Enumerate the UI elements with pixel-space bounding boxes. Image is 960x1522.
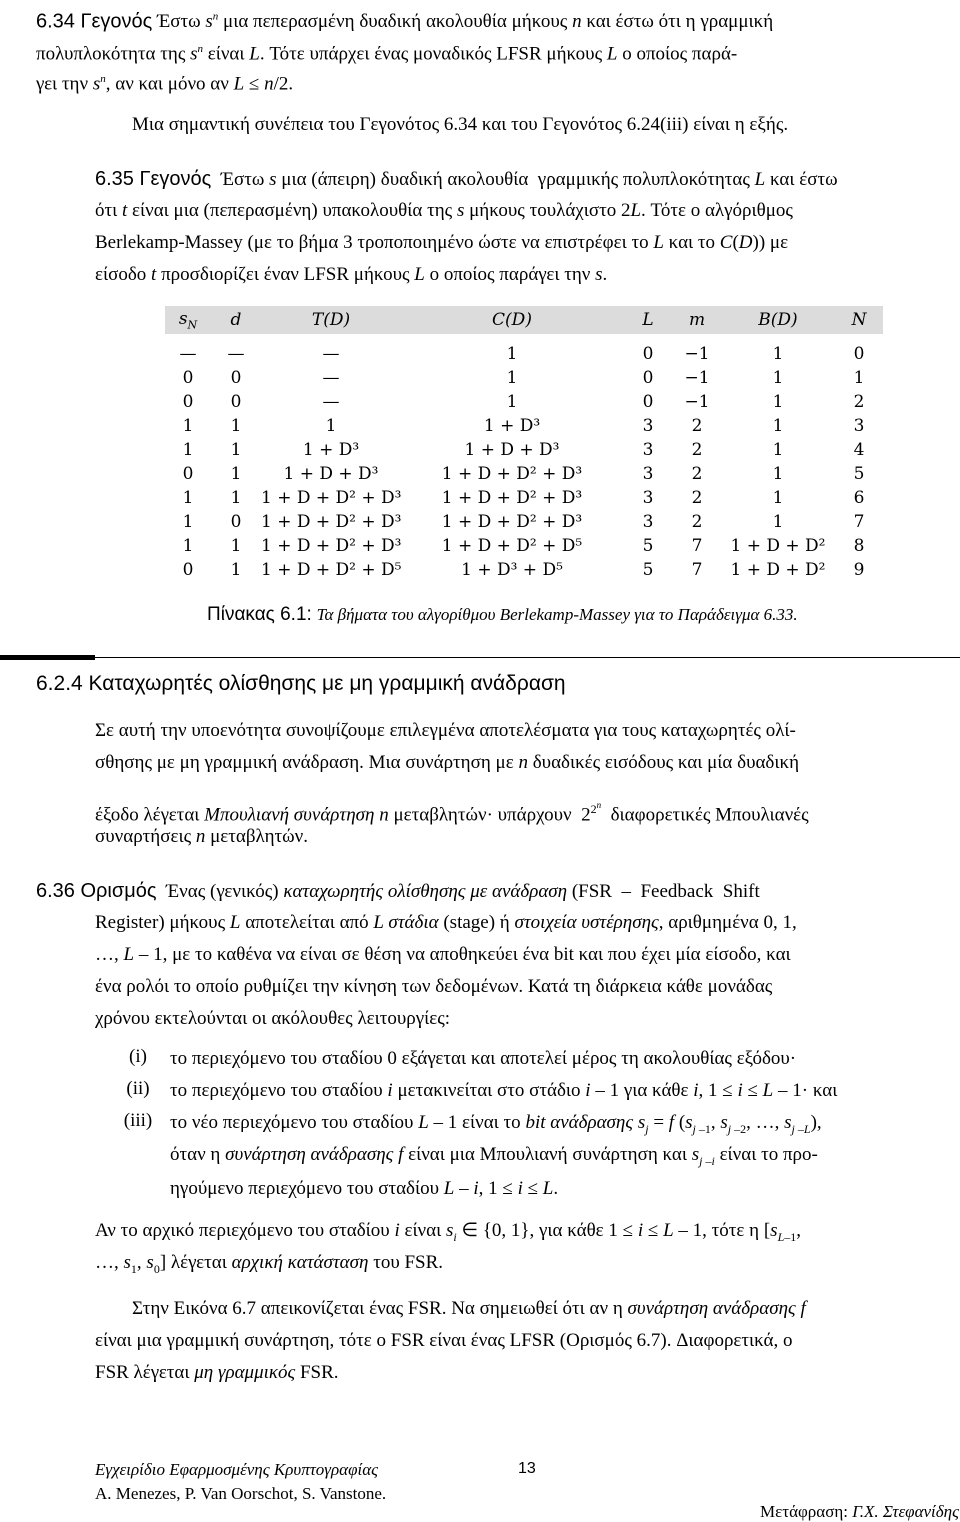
operation-num-1: (i) [129, 1046, 147, 1067]
header-d: d [230, 310, 242, 330]
table-header-row [165, 306, 883, 334]
figure-note-line2: είναι μια γραμμική συνάρτηση, τότε ο FSR είναι ένας LFSR (Ορισμός 6.7). Διαφορετικά, ο [95, 1330, 793, 1351]
table-cell: 7 [691, 536, 703, 556]
fact-634-line2: πολυπλοκότητα της $s^n$ είναι L. Τότε υπάρχει ένας μοναδικός LFSR μήκους L ο οποίος παρά- [36, 43, 738, 65]
fact-635-line2: ότι t είναι μια (πεπερασμένη) υπακολουθία της s μήκους τουλάχιστο 2L. Τότε ο αλγόριθμος [95, 200, 793, 221]
table-cell: 1 [772, 368, 784, 388]
header-sn: $s_N$ [178, 308, 198, 332]
intro-line4: συναρτήσεις n μεταβλητών. [95, 826, 308, 847]
table-row [165, 334, 883, 366]
def-636-line1 [36, 878, 960, 905]
table-row [165, 366, 883, 390]
table-cell: 1 + D³ [302, 440, 360, 460]
table-cell: 2 [691, 440, 703, 460]
def-636-line5: χρόνου εκτελούνται οι ακόλουθες λειτουργίες: [95, 1008, 451, 1029]
table-cell: −1 [684, 368, 710, 388]
fact-635-line4: είσοδο t προσδιορίζει έναν LFSR μήκους L ο οποίος παράγει την s. [95, 264, 608, 285]
table-cell: 0 [230, 512, 242, 532]
table-cell: 1 + D + D² + D³ [441, 464, 583, 484]
footer-translation-label: Μετάφραση: [760, 1502, 848, 1521]
table-cell: 9 [853, 560, 865, 580]
table-cell: 0 [642, 344, 654, 364]
fact-634-line3: γει την $s^n$, αν και μόνο αν L ≤ n/2. [36, 73, 294, 95]
table-cell: 1 [230, 560, 242, 580]
table-cell: 0 [642, 392, 654, 412]
operation-text-1: το περιεχόμενο του σταδίου 0 εξάγεται και αποτελεί μέρος τη ακολουθίας εξόδου· [170, 1048, 797, 1069]
table-cell: 1 + D + D² [730, 536, 826, 556]
table-cell: 0 [853, 344, 865, 364]
table-cell: 0 [230, 368, 242, 388]
table-cell: 2 [853, 392, 865, 412]
table-cell: 1 + D + D² + D³ [261, 512, 402, 532]
table-cell: 3 [642, 464, 654, 484]
table-row [165, 438, 883, 462]
table-cell: 2 [691, 464, 703, 484]
table-row [165, 534, 883, 558]
table-cell: 1 + D + D² [730, 560, 826, 580]
table-cell: 3 [642, 440, 654, 460]
operation-text-3-cont1: όταν η συνάρτηση ανάδρασης f είναι μια Μπουλιανή συνάρτηση και $s_{j -i}$ είναι το προ- [170, 1144, 818, 1168]
table-cell: — [322, 344, 340, 364]
table-cell: 1 + D³ + D⁵ [461, 560, 563, 580]
section-rule [0, 657, 960, 658]
table-cell: 1 [772, 488, 784, 508]
operation-text-3: το νέο περιεχόμενο του σταδίου L – 1 είναι το bit ανάδρασης $s_j = f$ ($s_{j -1}$, $s_{j -2}$, …, $s_{j -L}$), [170, 1112, 822, 1136]
table-cell: 1 [230, 464, 242, 484]
intro-line3: έξοδο λέγεται Μπουλιανή συνάρτηση n μεταβλητών· υπάρχουν $2^{2^n}$ διαφορετικές Μπουλιανές [95, 800, 809, 826]
table-cell: 0 [182, 368, 194, 388]
table-cell: 1 + D + D² + D³ [441, 488, 583, 508]
table-cell: 1 + D + D² + D³ [261, 488, 402, 508]
header-td: T(D) [311, 310, 351, 330]
def-636-text-1: Ένας (γενικός) καταχωρητής ολίσθησης με ανάδραση (FSR – Feedback Shift [161, 881, 760, 902]
table-caption [207, 604, 798, 626]
footer-authors: A. Menezes, P. Van Oorschot, S. Vanstone. [95, 1484, 387, 1503]
def-636-line4: ένα ρολόι το οποίο ρυθμίζει την κίνηση των δεδομένων. Κατά τη διάρκεια κάθε μονάδας [95, 976, 773, 997]
table-cell: 1 + D + D³ [464, 440, 560, 460]
table-cell: 5 [642, 536, 654, 556]
table-cell: 1 [230, 488, 242, 508]
section-heading: 6.2.4 Καταχωρητές ολίσθησης με μη γραμμική ανάδραση [36, 672, 566, 695]
table-row [165, 414, 883, 438]
table-cell: −1 [684, 392, 710, 412]
table-cell: 0 [642, 368, 654, 388]
table-cell: −1 [684, 344, 710, 364]
fact-635-label: 6.35 Γεγονός [95, 168, 212, 190]
table-cell: 1 + D + D² + D⁵ [261, 560, 402, 580]
table-cell: 0 [182, 464, 194, 484]
intro-line1: Σε αυτή την υποενότητα συνοψίζουμε επιλεγμένα αποτελέσματα για τους καταχωρητές ολί- [95, 720, 796, 741]
initial-state-line1: Αν το αρχικό περιεχόμενο του σταδίου i είναι $s_i$ ∈ {0, 1}, για κάθε 1 ≤ i ≤ L – 1, τότε η [$s_{L-1}$, [95, 1220, 801, 1244]
table-cell: 2 [691, 416, 703, 436]
table-cell: 1 + D + D³ [283, 464, 379, 484]
header-n: N [851, 310, 867, 330]
table-cell: 7 [853, 512, 865, 532]
header-cd: C(D) [492, 310, 532, 330]
table-cell: 2 [691, 488, 703, 508]
table-cell: 1 [506, 368, 518, 388]
table-cell: 1 [182, 512, 194, 532]
footer-page-number: 13 [518, 1460, 536, 1477]
table-cell: 1 [853, 368, 865, 388]
table-row [165, 462, 883, 486]
caption-label: Πίνακας 6.1: [207, 604, 312, 625]
table-cell: 3 [642, 512, 654, 532]
table-cell: 1 [506, 344, 518, 364]
table-cell: 1 + D + D² + D³ [261, 536, 402, 556]
consequence-text: Μια σημαντική συνέπεια του Γεγονότος 6.34 και του Γεγονότος 6.24(iii) είναι η εξής. [132, 114, 789, 135]
footer-translator: Γ.Χ. Στεφανίδης [852, 1502, 959, 1521]
table-cell: 1 [230, 440, 242, 460]
table-cell: 0 [182, 560, 194, 580]
table-row [165, 390, 883, 414]
operation-text-3-cont2: ηγούμενο περιεχόμενο του σταδίου L – i, 1 ≤ i ≤ L. [170, 1178, 559, 1199]
table-row [165, 510, 883, 534]
table-cell: 1 [772, 344, 784, 364]
table-cell: 5 [853, 464, 865, 484]
header-bd: B(D) [758, 310, 798, 330]
fact-634-label: 6.34 Γεγονός [36, 10, 153, 33]
table-cell: — [322, 368, 340, 388]
header-m: m [688, 310, 706, 330]
table-cell: 1 [230, 416, 242, 436]
table-cell: 1 [772, 464, 784, 484]
table-cell: 8 [853, 536, 865, 556]
table-cell: 1 [230, 536, 242, 556]
table-cell: 0 [182, 392, 194, 412]
figure-note-line1: Στην Εικόνα 6.7 απεικονίζεται ένας FSR. Να σημειωθεί ότι αν η συνάρτηση ανάδρασης f [132, 1298, 806, 1319]
fact-635-line1 [95, 166, 960, 193]
header-l: L [642, 310, 654, 330]
fact-634-line1 [36, 4, 960, 35]
operation-num-2: (ii) [126, 1078, 150, 1099]
caption-text: Τα βήματα του αλγορίθμου Berlekamp-Massey για το Παράδειγμα 6.33. [316, 605, 798, 624]
table-cell: 1 [772, 512, 784, 532]
table-cell: 1 [772, 440, 784, 460]
table-cell: 1 + D + D² + D³ [441, 512, 583, 532]
table-cell: 3 [642, 488, 654, 508]
fact-635-text-1: Έστω s μια (άπειρη) δυαδική ακολουθία γραμμικής πολυπλοκότητας L και έστω [216, 169, 838, 190]
figure-note-line3: FSR λέγεται μη γραμμικός FSR. [95, 1362, 339, 1383]
table-cell: 3 [853, 416, 865, 436]
table-cell: 1 [506, 392, 518, 412]
table-cell: 3 [642, 416, 654, 436]
berlekamp-massey-table [165, 306, 883, 582]
table-cell: 7 [691, 560, 703, 580]
table-cell: 1 [325, 416, 337, 436]
table-cell: 0 [230, 392, 242, 412]
footer-translation [760, 1502, 959, 1522]
fact-635-line3: Berlekamp-Massey (με το βήμα 3 τροποποιημένο ώστε να επιστρέφει το L και το C(D)) με [95, 232, 789, 253]
def-636-line3: …, L – 1, με το καθένα να είναι σε θέση να αποθηκεύει ένα bit και που έχει μία είσοδο, και [95, 944, 791, 965]
table-cell: 1 [772, 392, 784, 412]
initial-state-line2: …, $s_1$, $s_0$] λέγεται αρχική κατάσταση του FSR. [95, 1252, 444, 1276]
table-cell: 1 [182, 416, 194, 436]
table-cell: 5 [642, 560, 654, 580]
table-cell: — [322, 392, 340, 412]
table-cell: — [179, 344, 197, 364]
table-row [165, 486, 883, 510]
def-636-label: 6.36 Ορισμός [36, 880, 157, 902]
table-cell: 2 [691, 512, 703, 532]
table-cell: 1 [182, 440, 194, 460]
table-cell: 6 [853, 488, 865, 508]
table-row [165, 558, 883, 582]
table-cell: 1 + D + D² + D⁵ [441, 536, 583, 556]
footer-book: Εγχειρίδιο Εφαρμοσμένης Κρυπτογραφίας [95, 1460, 379, 1479]
operation-num-3: (iii) [123, 1110, 153, 1131]
table-cell: 1 [182, 488, 194, 508]
intro-line2: σθησης με μη γραμμική ανάδραση. Μια συνάρτηση με n δυαδικές εισόδους και μία δυαδική [95, 752, 800, 773]
def-636-line2: Register) μήκους L αποτελείται από L στάδια (stage) ή στοιχεία υστέρησης, αριθμημένα 0, 1, [95, 912, 797, 933]
table-cell: 1 + D³ [483, 416, 541, 436]
table-cell: 1 [772, 416, 784, 436]
operation-text-2: το περιεχόμενο του σταδίου i μετακινείται στο στάδιο i – 1 για κάθε i, 1 ≤ i ≤ L – 1· και [170, 1080, 838, 1101]
fact-634-text-1: Έστω $s^n$ μια πεπερασμένη δυαδική ακολουθία μήκους n και έστω ότι η γραμμική [157, 11, 774, 33]
table-cell: — [227, 344, 245, 364]
table-cell: 4 [853, 440, 865, 460]
table-cell: 1 [182, 536, 194, 556]
